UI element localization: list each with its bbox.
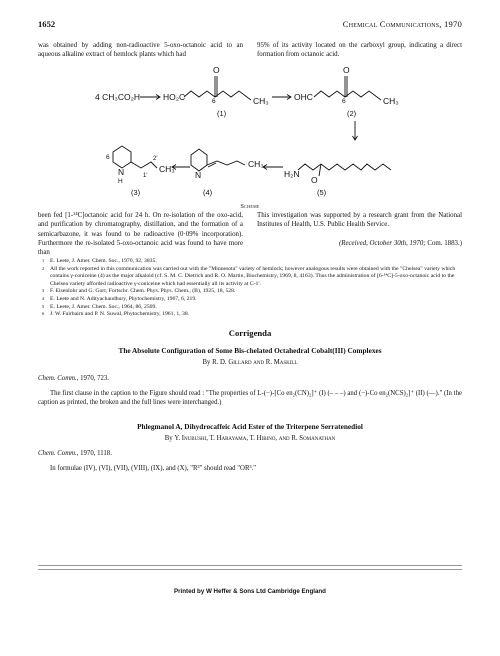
- ring-3: [113, 146, 131, 168]
- corrigendum-1-citation: Chem. Comm., 1970, 723.: [38, 375, 110, 382]
- compound-label-2: (2): [347, 109, 357, 118]
- references-list: [38, 258, 462, 319]
- reference-item: 6 J. W. Fairbairn and P. N. Suwal, Phytochemistry, 1961, 1, 38.: [42, 311, 190, 318]
- scheme-h-3: H: [118, 178, 123, 185]
- top-right-paragraph: 95% of its activity located on the carboxyl group, indicating a direct formation from octanoic acid.: [257, 42, 462, 59]
- corrigendum-2-body: In formulae (IV), (VI), (VII), (VIII), (IX), and (X), "R³" should read "OR³.": [50, 465, 256, 472]
- reference-item: 2 All the work reported in this communication was carried out with the "Minnesota" variety of hemlock; however analogous results were obtained with the "Chelsea" variety which contains γ-coniceine (4) as the major alkaloid (cf. S. M. C. Dietrich and R. O. Martin, Biochemistry, 1969, 8, 4163). Thus the administration of [6-¹⁴C]-5-oxo-octanoic acid to the Chelsea variety afforded radioactive γ-coniceine which had essentially all its activity at C-1′.: [42, 265, 456, 287]
- scheme-locant-1prime: 1′: [143, 173, 148, 179]
- corrigendum-1-title: The Absolute Configuration of Some Bis-chelated Octahedral Cobalt(III) Complexes: [118, 346, 382, 355]
- scheme-aldehyde-prefix: OHC: [294, 92, 313, 102]
- corrigenda-heading: Corrigenda: [228, 328, 272, 338]
- chain-5: [298, 164, 391, 170]
- scheme-locant-6-1: 6: [212, 98, 216, 105]
- journal-title: Chemical Communications, 1970: [342, 19, 462, 29]
- corrigendum-1-authors: By R. D. Gillard and R. Maskill: [202, 359, 298, 366]
- corrigendum-2-title: Phlegmanol A, Dihydrocaffeic Acid Ester of the Triterpene Serratenediol: [137, 422, 363, 431]
- scheme-amine: H₂N: [284, 169, 300, 179]
- scheme-n-4: N: [195, 170, 202, 180]
- scheme-ch3-4: CH₃: [248, 159, 264, 169]
- scheme-ch3-3: CH₃: [159, 164, 175, 174]
- middle-left-paragraph: been fed [1-¹⁴C]octanoic acid for 24 h. On re-isolation of the oxo-acid, and purification by chromatography, distillation, and the formation of a semicarbazone, it was found to be radioactive (0·09% incorporation). Furthermore the re-isolated 5-oxo-octanoic acid was found to have more than: [38, 212, 243, 257]
- chain-2: [314, 91, 381, 100]
- reference-item: 4 E. Leete and N. Adityachaudhury, Phytochemistry, 1967, 6, 219.: [42, 295, 197, 302]
- compound-label-1: (1): [217, 109, 227, 118]
- compound-label-5: (5): [317, 188, 327, 197]
- scheme-oxo-5: O: [311, 175, 318, 185]
- compound-label-4: (4): [203, 188, 213, 197]
- chain-1: [184, 91, 251, 100]
- reference-item: 3 F. Eisenlohr and G. Gorr, Fortschr. Chem. Phys. Phys. Chem., (B), 1925, 18, 528.: [42, 288, 236, 295]
- scheme-oxo-2: O: [343, 65, 350, 75]
- acknowledgement-paragraph: This investigation was supported by a research grant from the National Institutes of Health, U.S. Public Health Service.: [257, 212, 462, 229]
- scheme-ch3-1: CH₃: [253, 96, 269, 106]
- scheme-oxo-1: O: [213, 65, 220, 75]
- scheme-n-3: N: [118, 167, 125, 177]
- reference-item: 1 E. Leete, J. Amer. Chem. Soc., 1970, 92, 3835.: [42, 258, 157, 264]
- footer-rule-1: [38, 565, 462, 566]
- page-number: 1652: [38, 19, 56, 29]
- footer-rule-2: [38, 569, 462, 570]
- imine-bond-4: [208, 163, 216, 167]
- scheme-acid-prefix: HO₂C: [163, 92, 186, 102]
- page-header: [38, 19, 462, 31]
- corrigendum-1-body: The first clause in the caption to the Figure should read : "The properties of L-(−)-[Co en₂(CN)₂]⁺ (I) (– – –) and (−)-Co en₂(NCS)₂]⁺ (II) (—)." (In the caption as printed, the broken and the full lines were interchanged.): [38, 390, 462, 407]
- printer-imprint: Printed by W Heffer & Sons Ltd Cambridge England: [174, 588, 326, 595]
- received-text: (Received, October 30th, 1970;: [338, 240, 428, 247]
- side-chain-3: [131, 162, 157, 168]
- received-date: [257, 240, 462, 247]
- scheme-reactant: 4 CH₃CO₂H: [95, 92, 141, 102]
- reaction-scheme: [95, 58, 435, 201]
- top-left-paragraph: was obtained by adding non-radioactive 5-oxo-octanoic acid to an aqueous alkaline extract of hemlock plants which had: [38, 42, 243, 59]
- scheme-caption: Scheme: [240, 203, 260, 210]
- ring-4: [191, 149, 207, 171]
- compound-label-3: (3): [131, 188, 141, 197]
- scheme-ch3-2: CH₃: [383, 96, 399, 106]
- corrigendum-2-citation: Chem. Comm., 1970, 1118.: [38, 450, 112, 457]
- reference-item: 5 E. Leete, J. Amer. Chem. Soc., 1964, 86, 2509.: [42, 303, 157, 310]
- scheme-locant-6-3: 6: [106, 154, 110, 161]
- com-number: Com. 1883.): [427, 240, 462, 247]
- corrigendum-2-authors: By Y. Inubushi, T. Harayama, T. Hibino, and R. Somanathan: [164, 435, 336, 442]
- scheme-locant-2prime: 2′: [153, 156, 158, 162]
- scheme-locant-6-2: 6: [342, 98, 346, 105]
